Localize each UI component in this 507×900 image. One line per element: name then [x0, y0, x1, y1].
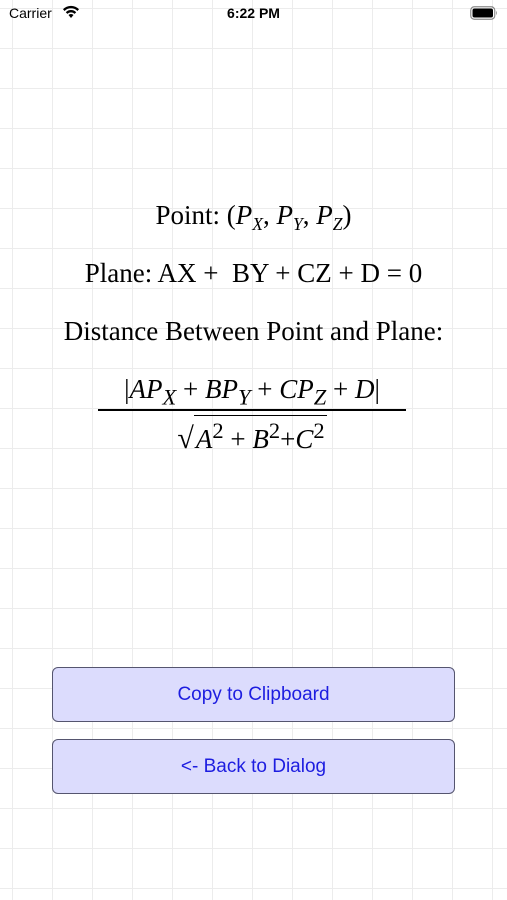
point-label: Point: — [155, 200, 221, 230]
formula-numerator: $|AP_X + BP_Y + CP_Z + D|$ — [124, 374, 380, 410]
radical-sign-icon: √ — [177, 422, 194, 455]
square-root: $√A^2 + B^2+C^2$ — [177, 415, 326, 459]
back-to-dialog-button[interactable]: <- Back to Dialog — [52, 739, 455, 794]
fraction-bar — [98, 409, 406, 411]
plane-term-2: BY + CZ + D = 0 — [232, 258, 423, 288]
battery-icon — [470, 6, 498, 20]
carrier-label: Carrier — [9, 5, 52, 21]
plane-label: Plane: — [84, 258, 153, 288]
distance-formula — [98, 370, 406, 455]
plane-definition — [0, 258, 507, 289]
formula-denominator — [98, 415, 406, 455]
point-definition: Point: ($P_X$, $P_Y$, $P_Z$) — [155, 200, 352, 235]
copy-to-clipboard-button[interactable]: Copy to Clipboard — [52, 667, 455, 722]
plane-term-1: AX + — [157, 258, 219, 288]
status-bar — [0, 0, 507, 30]
status-time: 6:22 PM — [227, 5, 280, 21]
distance-heading: Distance Between Point and Plane: — [63, 316, 444, 346]
